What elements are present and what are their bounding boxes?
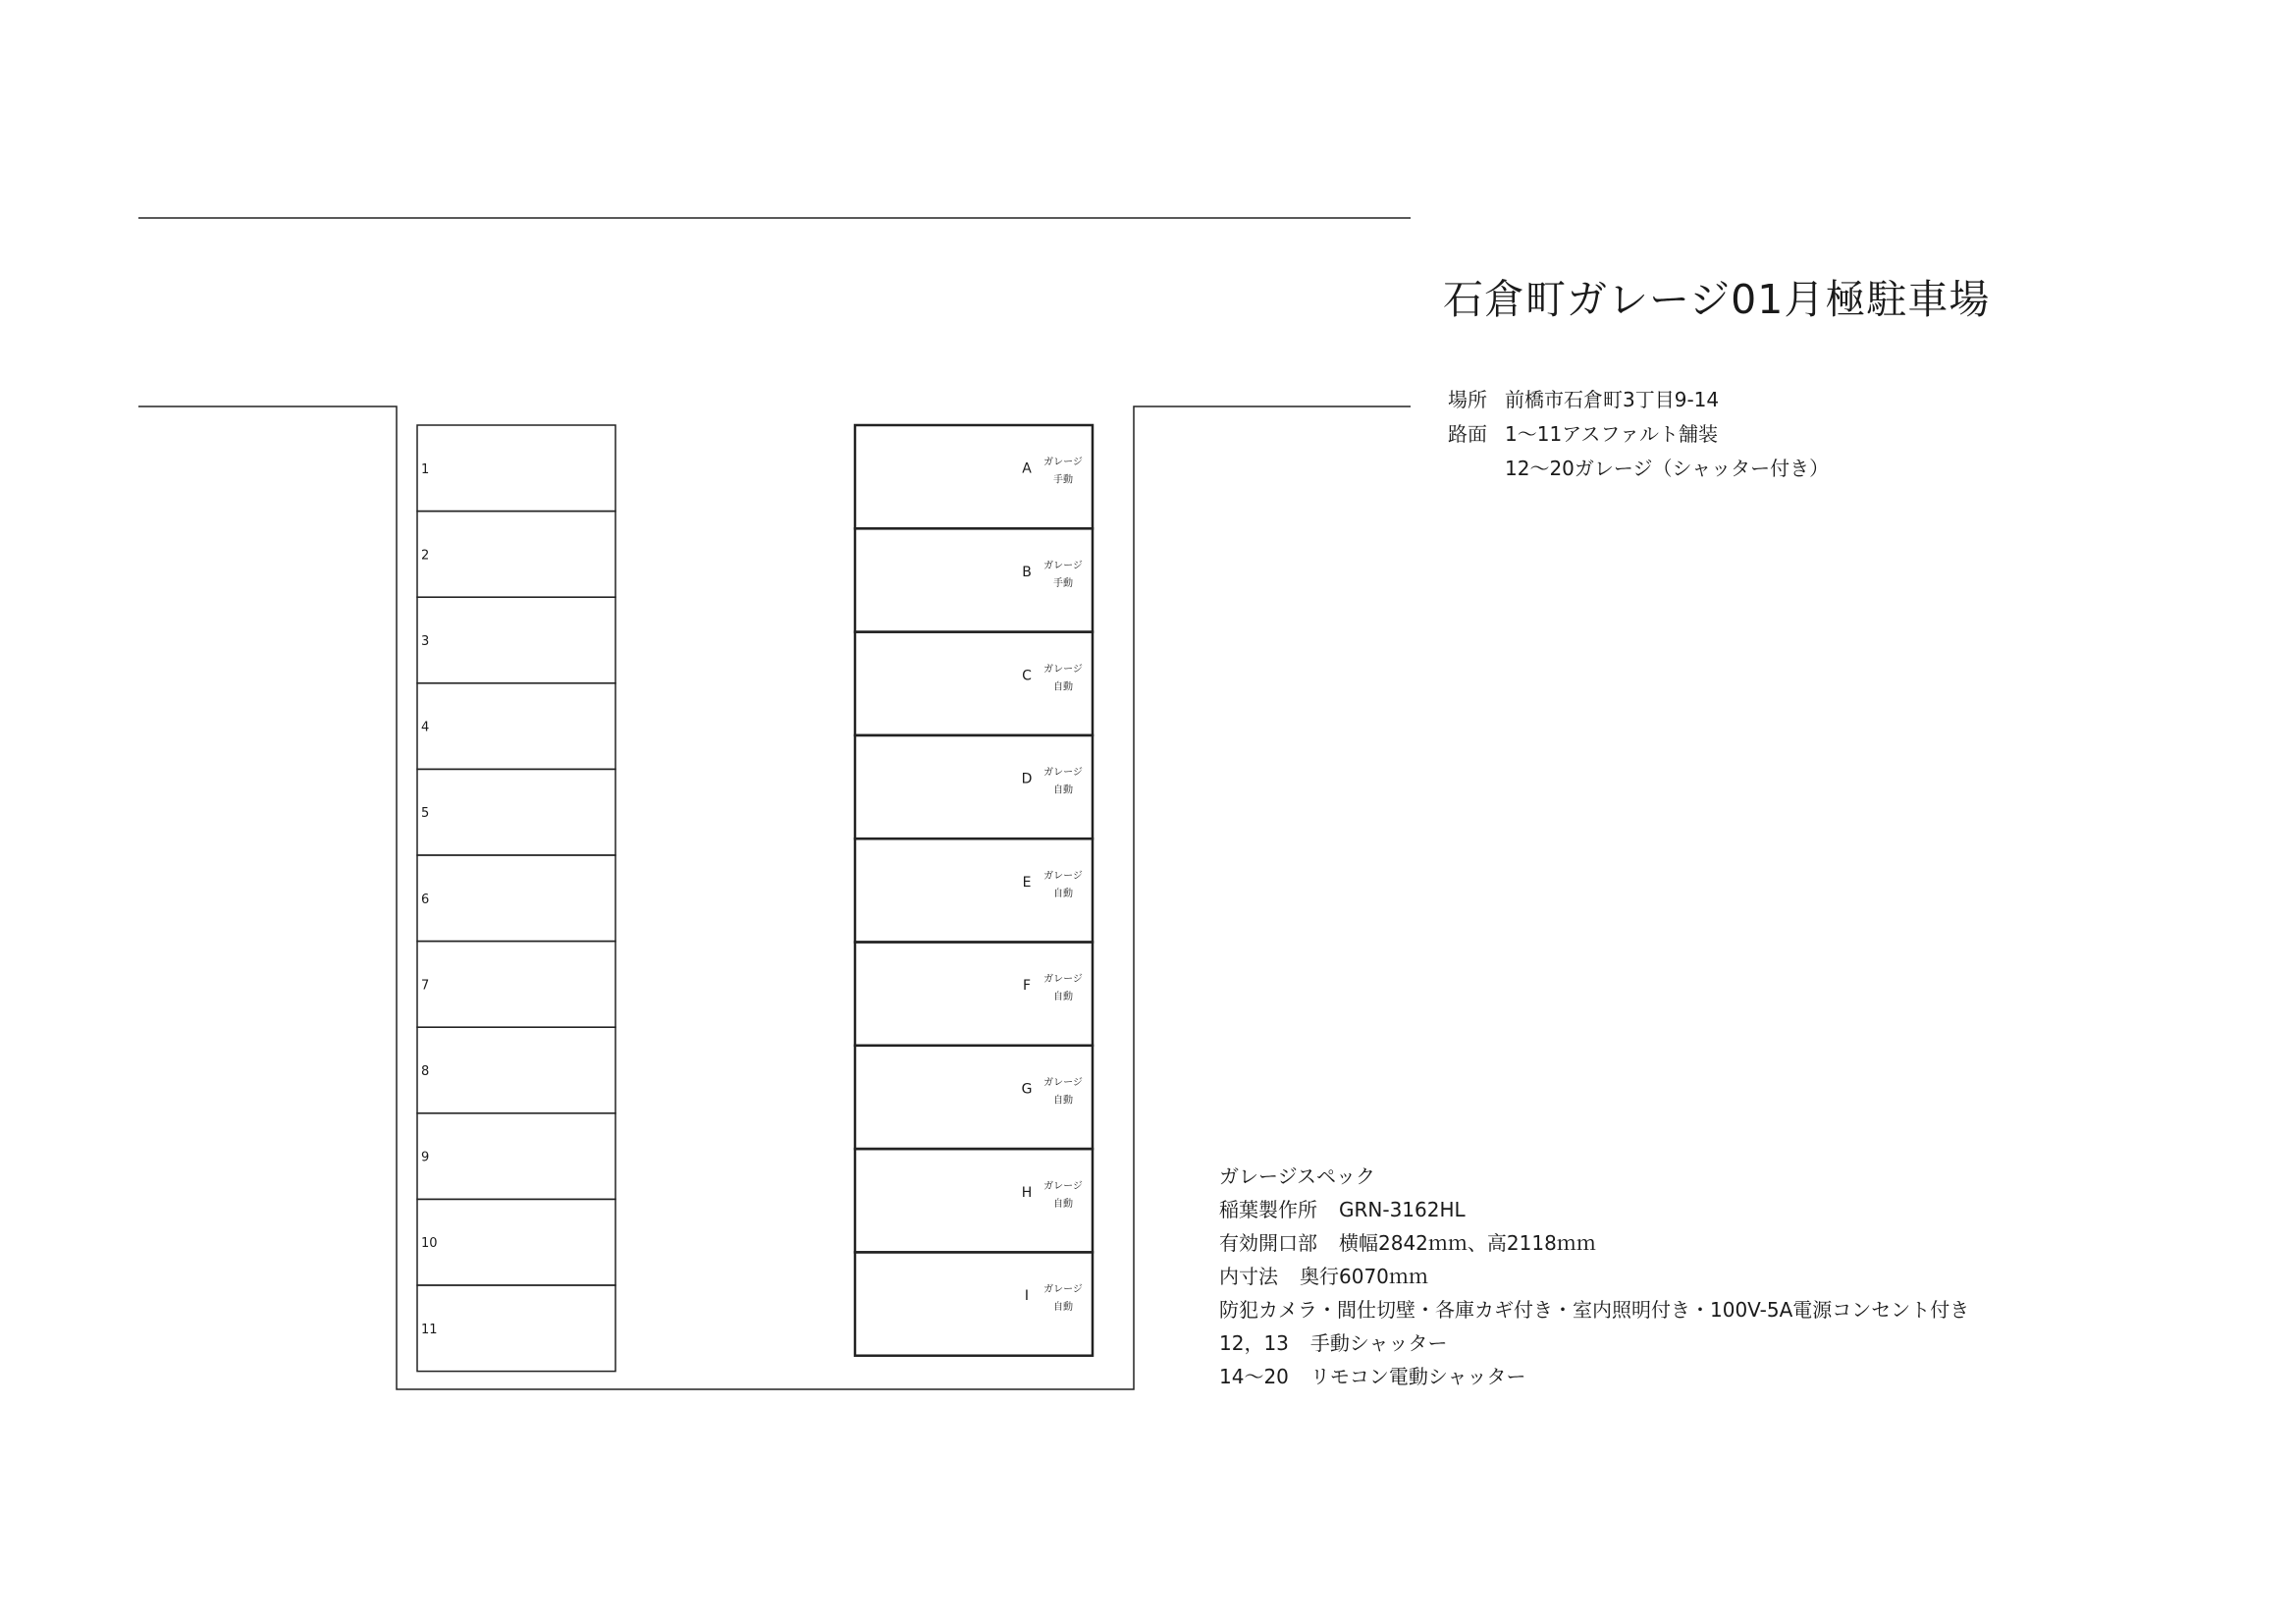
spec-features: 防犯カメラ・間仕切壁・各庫カギ付き・室内照明付き・100V-5A電源コンセント付き — [1219, 1298, 1970, 1322]
garage-label: ガレージ — [1043, 870, 1083, 882]
parking-space-number: 3 — [421, 634, 430, 649]
spec-maker: 稲葉製作所 — [1219, 1198, 1317, 1221]
parking-space-outline — [417, 512, 615, 598]
garage-id: A — [1022, 460, 1032, 477]
page-title: 石倉町ガレージ01月極駐車場 — [1443, 276, 1991, 323]
garage-unit — [855, 632, 1093, 735]
parking-space-number: 10 — [421, 1236, 438, 1252]
garage-id: D — [1021, 771, 1033, 787]
parking-space-outline — [417, 1285, 615, 1372]
location-value: 前橋市石倉町3丁目9-14 — [1505, 388, 1720, 411]
parking-space-number: 7 — [421, 978, 430, 994]
garage-unit — [855, 528, 1093, 631]
parking-space-outline — [417, 1199, 615, 1285]
surface-value-1: 1〜11アスファルト舗装 — [1505, 422, 1718, 446]
spec-opening-label: 有効開口部 — [1219, 1231, 1317, 1255]
garage-label: ガレージ — [1043, 664, 1083, 676]
garage-type: 自動 — [1053, 784, 1073, 796]
parking-space-outline — [417, 855, 615, 942]
parking-space — [417, 1113, 615, 1200]
garage-type: 手動 — [1053, 474, 1073, 486]
parking-space-outline — [417, 425, 615, 512]
garage-label: ガレージ — [1043, 767, 1083, 779]
parking-space-number: 6 — [421, 892, 430, 907]
garage-type: 手動 — [1053, 577, 1073, 589]
garage-type: 自動 — [1053, 681, 1073, 693]
garage-id: H — [1021, 1184, 1033, 1201]
parking-space — [417, 1027, 615, 1113]
garage-id: I — [1024, 1288, 1030, 1305]
parking-space — [417, 1285, 615, 1372]
parking-space-number: 11 — [421, 1322, 438, 1337]
parking-space — [417, 512, 615, 598]
garage-label: ガレージ — [1043, 1077, 1083, 1089]
parking-space — [417, 683, 615, 770]
parking-space-number: 2 — [421, 548, 430, 564]
spec-inner-value: 奥行6070ｍｍ — [1300, 1265, 1428, 1288]
parking-space-outline — [417, 769, 615, 855]
site-info — [1448, 383, 1829, 486]
garage-type: 自動 — [1053, 1198, 1073, 1210]
garage-id: B — [1022, 564, 1032, 580]
parking-space — [417, 1199, 615, 1285]
garage-unit — [855, 839, 1093, 942]
garage-id: G — [1021, 1081, 1033, 1098]
parking-space — [417, 597, 615, 683]
location-label: 場所 — [1448, 388, 1487, 411]
garage-type: 自動 — [1053, 888, 1073, 899]
garage-spec — [1219, 1160, 1969, 1393]
spec-remote-value: リモコン電動シャッター — [1309, 1365, 1526, 1388]
parking-space-number: 1 — [421, 461, 430, 477]
garage-label: ガレージ — [1043, 1180, 1083, 1192]
garage-label: ガレージ — [1043, 1284, 1083, 1296]
garage-unit — [855, 943, 1093, 1046]
garage-id: E — [1022, 874, 1032, 891]
parking-space-number: 5 — [421, 806, 430, 822]
parking-space — [417, 769, 615, 855]
parking-space-number: 8 — [421, 1064, 430, 1079]
garage-label: ガレージ — [1043, 974, 1083, 986]
garage-type: 自動 — [1053, 992, 1073, 1003]
spec-opening-value: 横幅2842ｍｍ、高2118ｍｍ — [1339, 1231, 1596, 1255]
parking-space — [417, 942, 615, 1028]
spec-remote-range: 14〜20 — [1219, 1365, 1289, 1388]
surface-value-2: 12〜20ガレージ（シャッター付き） — [1505, 457, 1830, 480]
garage-label: ガレージ — [1043, 457, 1083, 468]
parking-spaces-group — [417, 425, 615, 1372]
parking-space-outline — [417, 1027, 615, 1113]
spec-model: GRN-3162HL — [1339, 1198, 1466, 1221]
garage-id: F — [1022, 978, 1032, 995]
garage-unit — [855, 425, 1093, 528]
garage-unit — [855, 1046, 1093, 1149]
garage-label: ガレージ — [1043, 560, 1083, 571]
garage-unit — [855, 1149, 1093, 1252]
garage-unit — [855, 1252, 1093, 1355]
parking-space — [417, 855, 615, 942]
parking-space-outline — [417, 683, 615, 770]
spec-manual-value: 手動シャッター — [1309, 1331, 1448, 1355]
garage-type: 自動 — [1053, 1302, 1073, 1314]
spec-heading: ガレージスペック — [1219, 1164, 1375, 1188]
garages-group — [855, 425, 1093, 1356]
parking-space-outline — [417, 942, 615, 1028]
parking-space-number: 9 — [421, 1150, 430, 1165]
garage-id: C — [1022, 668, 1032, 684]
parking-space — [417, 425, 615, 512]
spec-manual-range: 12，13 — [1219, 1331, 1289, 1355]
surface-label: 路面 — [1448, 422, 1487, 446]
parking-space-outline — [417, 597, 615, 683]
parking-space-outline — [417, 1113, 615, 1200]
garage-unit — [855, 735, 1093, 839]
garage-type: 自動 — [1053, 1095, 1073, 1107]
parking-space-number: 4 — [421, 720, 430, 735]
spec-inner-label: 内寸法 — [1219, 1265, 1278, 1288]
